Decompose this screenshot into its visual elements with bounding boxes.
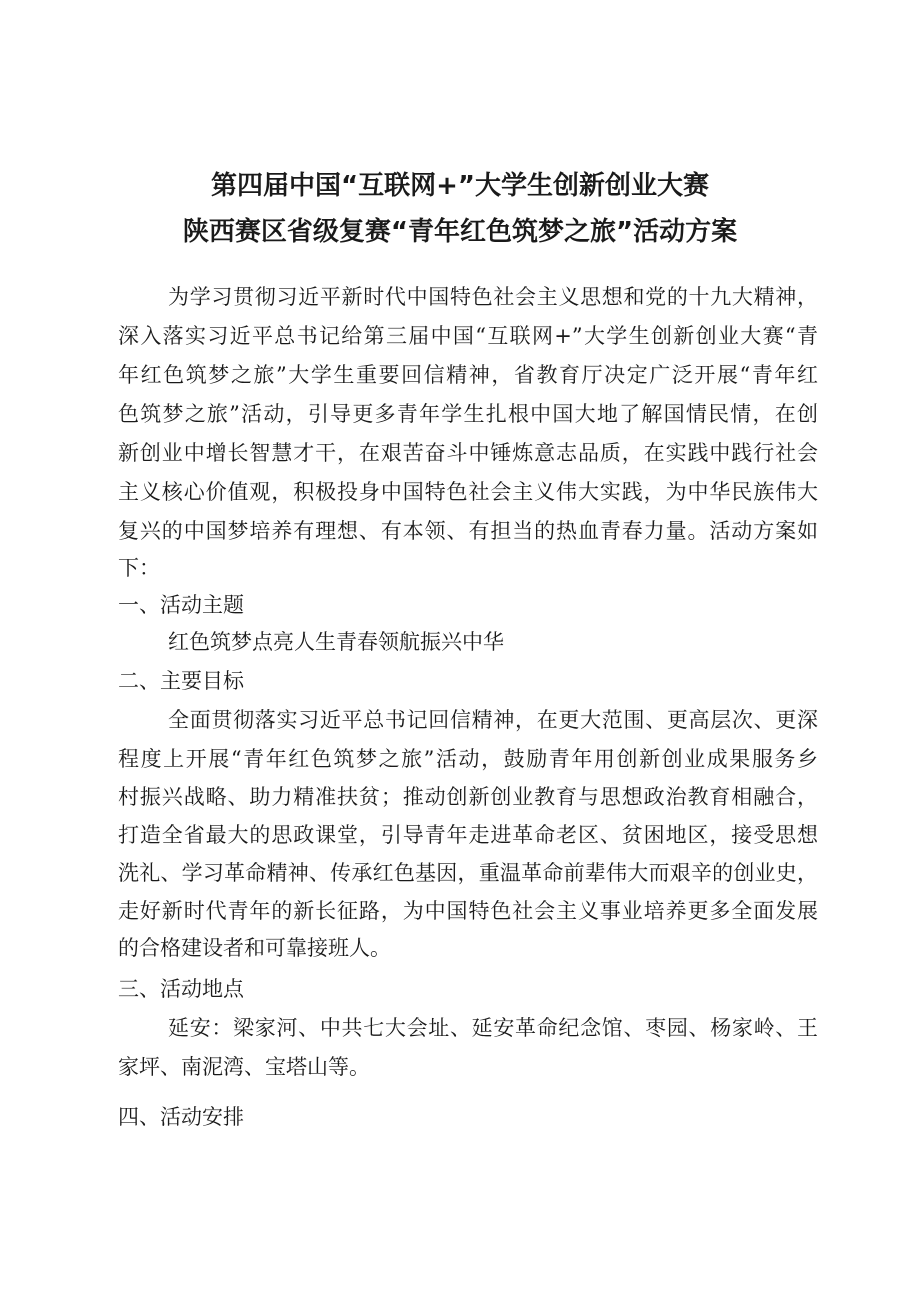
- intro-paragraph-line: 年红色筑梦之旅”大学生重要回信精神，省教育厅决定广泛开展“青年红: [118, 363, 818, 387]
- intro-paragraph-line: 为学习贯彻习近平新时代中国特色社会主义思想和党的十九大精神，: [168, 285, 818, 309]
- goals-paragraph-line: 的合格建设者和可靠接班人。: [118, 936, 391, 960]
- document-title-line-1: 第四届中国“互联网+”大学生创新创业大赛: [211, 171, 709, 201]
- intro-paragraph-line: 复兴的中国梦培养有理想、有本领、有担当的热血青春力量。活动方案如: [118, 519, 818, 543]
- section-heading-theme: 一、活动主题: [118, 593, 244, 617]
- section-heading-goals: 二、主要目标: [118, 669, 244, 693]
- goals-paragraph-line: 走好新时代青年的新长征路，为中国特色社会主义事业培养更多全面发展: [118, 899, 818, 923]
- goals-paragraph-line: 全面贯彻落实习近平总书记回信精神，在更大范围、更高层次、更深: [168, 708, 818, 732]
- theme-text: 红色筑梦点亮人生青春领航振兴中华: [168, 630, 504, 654]
- document-title-line-2: 陕西赛区省级复赛“青年红色筑梦之旅”活动方案: [182, 217, 738, 247]
- intro-paragraph-line: 下：: [118, 556, 160, 580]
- section-heading-location: 三、活动地点: [118, 977, 244, 1001]
- section-heading-arrangement: 四、活动安排: [118, 1105, 244, 1129]
- intro-paragraph-line: 深入落实习近平总书记给第三届中国“互联网+”大学生创新创业大赛“青: [118, 324, 818, 348]
- goals-paragraph-line: 程度上开展“青年红色筑梦之旅”活动，鼓励青年用创新创业成果服务乡: [118, 747, 818, 771]
- intro-paragraph-line: 新创业中增长智慧才干，在艰苦奋斗中锤炼意志品质，在实践中践行社会: [118, 441, 818, 465]
- location-paragraph-line: 延安：梁家河、中共七大会址、延安革命纪念馆、枣园、杨家岭、王: [168, 1016, 818, 1040]
- goals-paragraph-line: 洗礼、学习革命精神、传承红色基因，重温革命前辈伟大而艰辛的创业史，: [118, 861, 818, 885]
- intro-paragraph-line: 主义核心价值观，积极投身中国特色社会主义伟大实践，为中华民族伟大: [118, 480, 818, 504]
- goals-paragraph-line: 村振兴战略、助力精准扶贫；推动创新创业教育与思想政治教育相融合，: [118, 785, 818, 809]
- goals-paragraph-line: 打造全省最大的思政课堂，引导青年走进革命老区、贫困地区，接受思想: [118, 823, 818, 847]
- location-paragraph-line: 家坪、南泥湾、宝塔山等。: [118, 1055, 370, 1079]
- intro-paragraph-line: 色筑梦之旅”活动，引导更多青年学生扎根中国大地了解国情民情，在创: [118, 402, 818, 426]
